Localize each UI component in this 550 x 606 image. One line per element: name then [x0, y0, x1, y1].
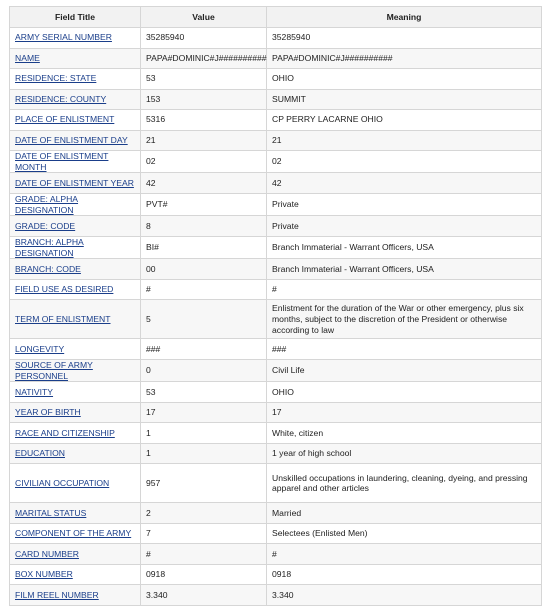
- meaning-cell: Enlistment for the duration of the War or other emergency, plus six months, subject to the discretion of the President or otherwise according to law: [267, 300, 542, 339]
- field-title-link[interactable]: GRADE: ALPHA DESIGNATION: [15, 193, 79, 215]
- table-row: [10, 382, 542, 403]
- value-cell: 02: [141, 151, 267, 173]
- table-row: [10, 402, 542, 423]
- field-title-link[interactable]: DATE OF ENLISTMENT YEAR: [15, 177, 134, 188]
- meaning-cell: 35285940: [267, 28, 542, 49]
- field-title-link[interactable]: BOX NUMBER: [15, 569, 73, 580]
- table-row: [10, 216, 542, 237]
- field-title-cell: [10, 216, 141, 237]
- table-body: [10, 28, 542, 606]
- meaning-cell: Selectees (Enlisted Men): [267, 523, 542, 544]
- field-title-link[interactable]: DATE OF ENLISTMENT MONTH: [15, 151, 109, 172]
- meaning-cell: Private: [267, 216, 542, 237]
- meaning-cell: 0918: [267, 564, 542, 585]
- table-row: [10, 585, 542, 606]
- column-header-meaning: Meaning: [267, 7, 542, 28]
- field-title-link[interactable]: YEAR OF BIRTH: [15, 407, 81, 418]
- field-title-cell: [10, 544, 141, 565]
- meaning-cell: #: [267, 279, 542, 300]
- field-title-cell: [10, 48, 141, 69]
- field-title-cell: [10, 503, 141, 524]
- table-row: [10, 423, 542, 444]
- meaning-cell: Branch Immaterial - Warrant Officers, USA: [267, 259, 542, 280]
- value-cell: 00: [141, 259, 267, 280]
- field-title-cell: [10, 359, 141, 381]
- field-title-cell: [10, 89, 141, 110]
- value-cell: 2: [141, 503, 267, 524]
- value-cell: 0918: [141, 564, 267, 585]
- field-title-link[interactable]: RACE AND CITIZENSHIP: [15, 427, 115, 438]
- table-row: [10, 236, 542, 258]
- value-cell: PAPA#DOMINIC#J##########: [141, 48, 267, 69]
- field-title-link[interactable]: PLACE OF ENLISTMENT: [15, 114, 115, 125]
- field-title-link[interactable]: LONGEVITY: [15, 343, 65, 354]
- enlistment-record-table: [9, 6, 542, 606]
- value-cell: 8: [141, 216, 267, 237]
- field-title-link[interactable]: EDUCATION: [15, 448, 65, 459]
- meaning-cell: 21: [267, 130, 542, 151]
- meaning-cell: 3.340: [267, 585, 542, 606]
- table-row: [10, 503, 542, 524]
- table-row: [10, 110, 542, 131]
- field-title-cell: [10, 69, 141, 90]
- field-title-link[interactable]: FILM REEL NUMBER: [15, 589, 99, 600]
- table-row: [10, 339, 542, 360]
- value-cell: 42: [141, 173, 267, 194]
- value-cell: 957: [141, 464, 267, 503]
- meaning-cell: Married: [267, 503, 542, 524]
- value-cell: ###: [141, 339, 267, 360]
- table-row: [10, 89, 542, 110]
- field-title-link[interactable]: RESIDENCE: STATE: [15, 73, 97, 84]
- value-cell: 53: [141, 382, 267, 403]
- value-cell: 5316: [141, 110, 267, 131]
- field-title-cell: [10, 523, 141, 544]
- meaning-cell: 1 year of high school: [267, 443, 542, 464]
- field-title-cell: [10, 28, 141, 49]
- field-title-cell: [10, 382, 141, 403]
- field-title-link[interactable]: SOURCE OF ARMY PERSONNEL: [15, 359, 93, 381]
- field-title-cell: [10, 443, 141, 464]
- table-row: [10, 69, 542, 90]
- value-cell: 0: [141, 359, 267, 381]
- column-header-value: Value: [141, 7, 267, 28]
- value-cell: 7: [141, 523, 267, 544]
- field-title-cell: [10, 339, 141, 360]
- meaning-cell: Civil Life: [267, 359, 542, 381]
- field-title-link[interactable]: BRANCH: ALPHA DESIGNATION: [15, 236, 84, 258]
- table-row: [10, 523, 542, 544]
- field-title-cell: [10, 585, 141, 606]
- table-row: [10, 193, 542, 215]
- table-row: [10, 279, 542, 300]
- field-title-link[interactable]: NATIVITY: [15, 386, 54, 397]
- field-title-link[interactable]: MARITAL STATUS: [15, 507, 87, 518]
- meaning-cell: 42: [267, 173, 542, 194]
- field-title-link[interactable]: NAME: [15, 52, 40, 63]
- table-row: [10, 151, 542, 173]
- header-row: [10, 7, 542, 28]
- table-row: [10, 48, 542, 69]
- field-title-link[interactable]: GRADE: CODE: [15, 220, 76, 231]
- value-cell: PVT#: [141, 193, 267, 215]
- meaning-cell: Private: [267, 193, 542, 215]
- table-row: [10, 359, 542, 381]
- field-title-cell: [10, 564, 141, 585]
- value-cell: 1: [141, 443, 267, 464]
- field-title-link[interactable]: FIELD USE AS DESIRED: [15, 284, 114, 295]
- field-title-link[interactable]: CIVILIAN OCCUPATION: [15, 478, 110, 488]
- value-cell: 17: [141, 402, 267, 423]
- field-title-link[interactable]: BRANCH: CODE: [15, 263, 81, 274]
- table-row: [10, 259, 542, 280]
- meaning-cell: PAPA#DOMINIC#J##########: [267, 48, 542, 69]
- meaning-cell: 02: [267, 151, 542, 173]
- value-cell: 3.340: [141, 585, 267, 606]
- value-cell: 21: [141, 130, 267, 151]
- meaning-cell: 17: [267, 402, 542, 423]
- meaning-cell: CP PERRY LACARNE OHIO: [267, 110, 542, 131]
- table-row: [10, 28, 542, 49]
- field-title-link[interactable]: RESIDENCE: COUNTY: [15, 93, 107, 104]
- field-title-cell: [10, 130, 141, 151]
- table-row: [10, 443, 542, 464]
- value-cell: #: [141, 544, 267, 565]
- value-cell: 1: [141, 423, 267, 444]
- meaning-cell: SUMMIT: [267, 89, 542, 110]
- table-header: [10, 7, 542, 28]
- value-cell: 153: [141, 89, 267, 110]
- record-container: [9, 6, 541, 606]
- meaning-cell: White, citizen: [267, 423, 542, 444]
- field-title-cell: [10, 193, 141, 215]
- value-cell: BI#: [141, 236, 267, 258]
- column-header-field-title: Field Title: [10, 7, 141, 28]
- field-title-cell: [10, 464, 141, 503]
- field-title-link[interactable]: CARD NUMBER: [15, 548, 79, 559]
- meaning-cell: Branch Immaterial - Warrant Officers, USA: [267, 236, 542, 258]
- field-title-cell: [10, 173, 141, 194]
- meaning-cell: Unskilled occupations in laundering, cleaning, dyeing, and pressing apparel and other articles: [267, 464, 542, 503]
- table-row: [10, 464, 542, 503]
- value-cell: #: [141, 279, 267, 300]
- table-row: [10, 130, 542, 151]
- table-row: [10, 300, 542, 339]
- meaning-cell: ###: [267, 339, 542, 360]
- field-title-link[interactable]: TERM OF ENLISTMENT: [15, 314, 111, 325]
- table-row: [10, 173, 542, 194]
- field-title-cell: [10, 151, 141, 173]
- value-cell: 5: [141, 300, 267, 339]
- table-row: [10, 544, 542, 565]
- field-title-cell: [10, 423, 141, 444]
- field-title-cell: [10, 300, 141, 339]
- field-title-link[interactable]: COMPONENT OF THE ARMY: [15, 528, 132, 539]
- field-title-cell: [10, 259, 141, 280]
- field-title-cell: [10, 402, 141, 423]
- field-title-cell: [10, 236, 141, 258]
- meaning-cell: OHIO: [267, 69, 542, 90]
- field-title-link[interactable]: DATE OF ENLISTMENT DAY: [15, 134, 128, 145]
- field-title-link[interactable]: ARMY SERIAL NUMBER: [15, 32, 112, 43]
- meaning-cell: OHIO: [267, 382, 542, 403]
- table-row: [10, 564, 542, 585]
- value-cell: 53: [141, 69, 267, 90]
- field-title-cell: [10, 110, 141, 131]
- field-title-cell: [10, 279, 141, 300]
- value-cell: 35285940: [141, 28, 267, 49]
- meaning-cell: #: [267, 544, 542, 565]
